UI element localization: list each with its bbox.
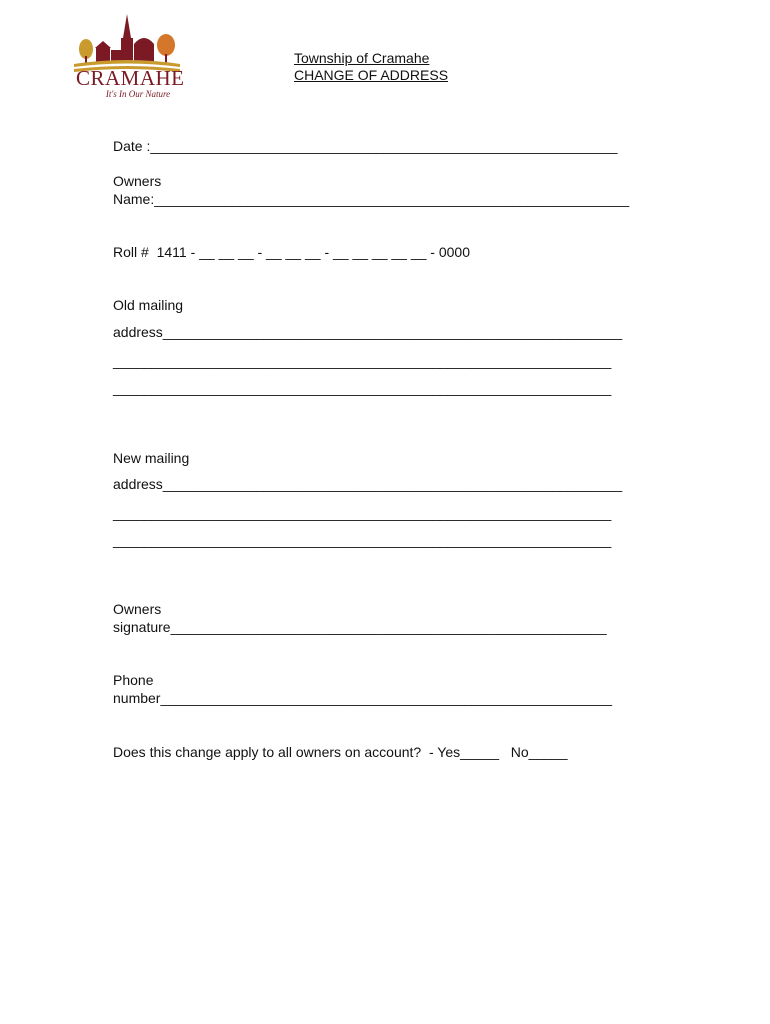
old-address-line-1[interactable]: address___________________________________________________________ bbox=[113, 324, 623, 340]
date-field[interactable]: Date :____________________________________________________________ bbox=[113, 138, 618, 154]
township-title: Township of Cramahe bbox=[294, 50, 430, 66]
new-address-label: New mailing bbox=[113, 450, 190, 466]
village-skyline-icon bbox=[74, 14, 180, 74]
roll-number-field[interactable]: Roll # 1411 - __ __ __ - __ __ __ - __ __ __ __ __ - 0000 bbox=[113, 244, 470, 260]
old-address-label: Old mailing bbox=[113, 297, 184, 313]
new-address-line-2[interactable]: ________________________________________________________________ bbox=[113, 505, 612, 521]
phone-label: Phone bbox=[113, 672, 154, 688]
old-address-line-3[interactable]: ________________________________________________________________ bbox=[113, 380, 612, 396]
logo-wordmark: CRAMAHE bbox=[76, 66, 185, 90]
form-title: CHANGE OF ADDRESS bbox=[294, 67, 449, 83]
signature-field[interactable]: signature________________________________________________________ bbox=[113, 619, 607, 635]
logo-tagline: It's In Our Nature bbox=[105, 89, 171, 99]
all-owners-question[interactable]: Does this change apply to all owners on account? - Yes_____ No_____ bbox=[113, 744, 568, 760]
old-address-line-2[interactable]: ________________________________________________________________ bbox=[113, 353, 612, 369]
new-address-line-3[interactable]: ________________________________________________________________ bbox=[113, 532, 612, 548]
new-address-line-1[interactable]: address___________________________________________________________ bbox=[113, 476, 623, 492]
owners-name-label: Owners bbox=[113, 173, 162, 189]
owners-name-field[interactable]: Name:_____________________________________________________________ bbox=[113, 191, 630, 207]
signature-label: Owners bbox=[113, 601, 162, 617]
phone-field[interactable]: number__________________________________________________________ bbox=[113, 690, 613, 706]
cramahe-logo bbox=[74, 14, 185, 102]
form-heading bbox=[294, 50, 448, 84]
